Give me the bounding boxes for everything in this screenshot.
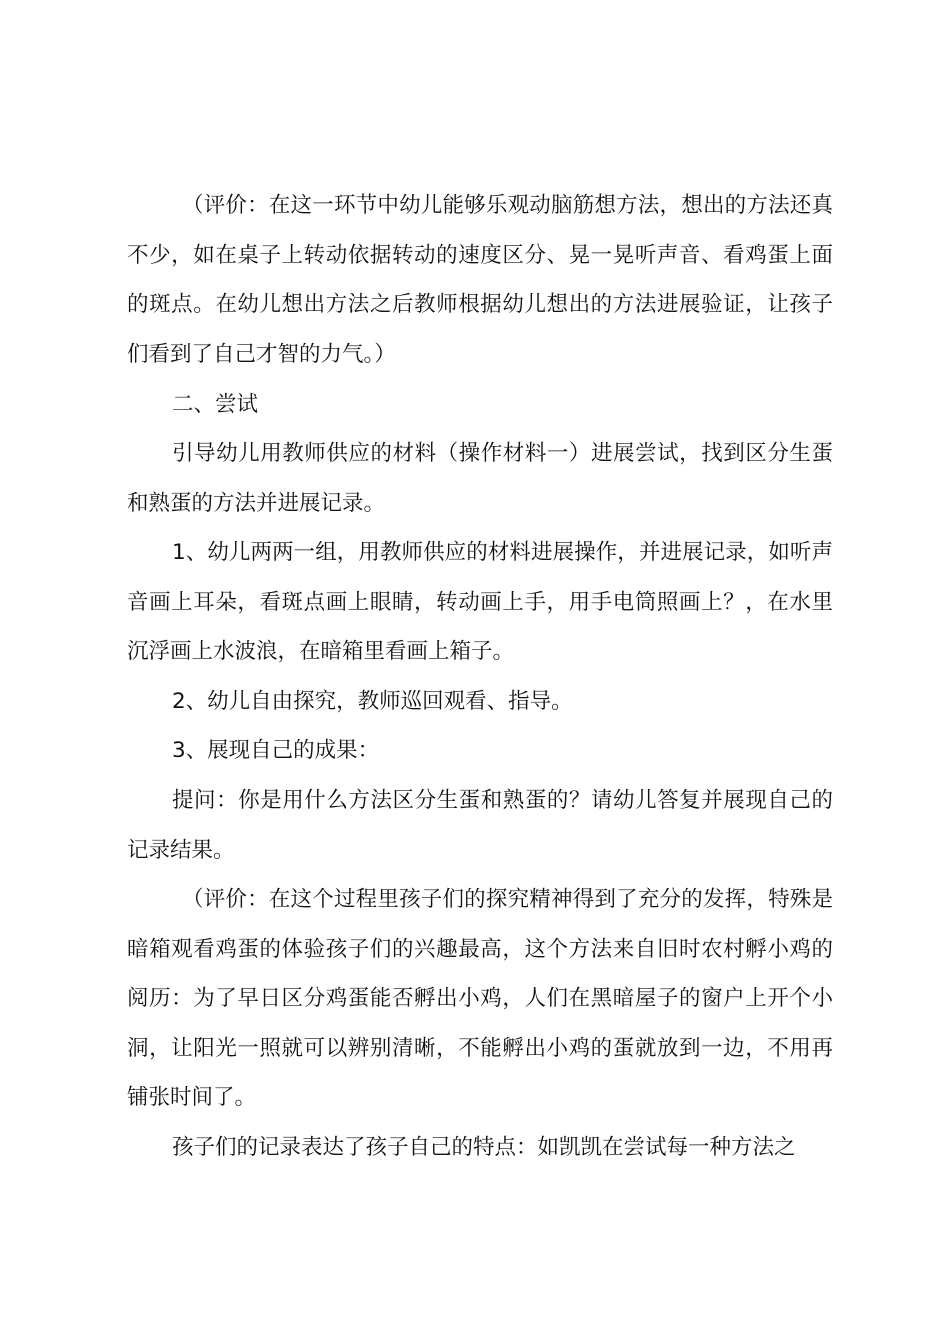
paragraph-evaluation-1: （评价：在这一环节中幼儿能够乐观动脑筋想方法，想出的方法还真不少，如在桌子上转动依据转动的速度区分、晃一晃听声音、看鸡蛋上面的斑点。在幼儿想出方法之后教师根据幼儿想出的方法进展验证，让孩子们看到了自己才智的力气。） <box>127 193 833 367</box>
paragraph-guide: 引导幼儿用教师供应的材料（操作材料一）进展尝试，找到区分生蛋和熟蛋的方法并进展记录。 <box>127 441 833 516</box>
paragraph-evaluation-2: （评价：在这个过程里孩子们的探究精神得到了充分的发挥，特殊是暗箱观看鸡蛋的体验孩子们的兴趣最高，这个方法来自旧时农村孵小鸡的阅历：为了早日区分鸡蛋能否孵出小鸡，人们在黑暗屋子的窗户上开个小洞，让阳光一照就可以辨别清晰，不能孵出小鸡的蛋就放到一边，不用再铺张时间了。 <box>127 887 833 1110</box>
paragraph-step-2: 2、幼儿自由探究，教师巡回观看、指导。 <box>172 689 573 714</box>
section-heading-try: 二、尝试 <box>172 392 259 417</box>
paragraph-records: 孩子们的记录表达了孩子自己的特点：如凯凯在尝试每一种方法之 <box>172 1135 796 1160</box>
paragraph-step-1: 1、幼儿两两一组，用教师供应的材料进展操作，并进展记录，如听声音画上耳朵，看斑点画上眼睛，转动画上手，用手电筒照画上？，在水里沉浮画上水波浪，在暗箱里看画上箱子。 <box>127 540 833 664</box>
paragraph-step-3: 3、展现自己的成果： <box>172 738 380 763</box>
paragraph-question: 提问：你是用什么方法区分生蛋和熟蛋的？请幼儿答复并展现自己的记录结果。 <box>127 788 833 863</box>
